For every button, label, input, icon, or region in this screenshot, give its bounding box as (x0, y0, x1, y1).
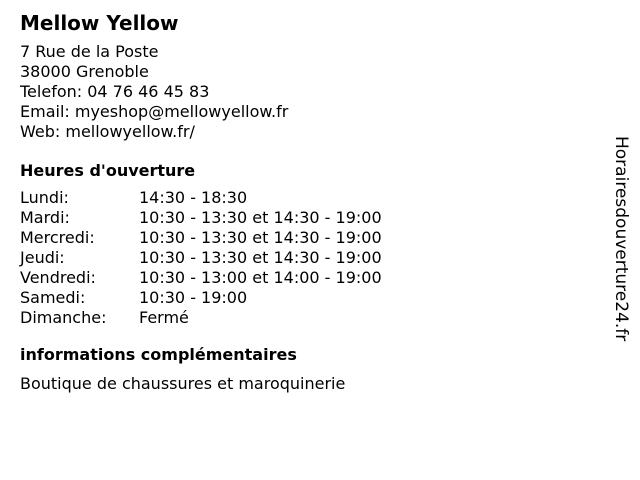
day-label: Jeudi: (20, 248, 65, 267)
phone-line: Telefon: 04 76 46 45 83 (20, 82, 210, 101)
hours-row-friday (20, 268, 580, 288)
vertical-watermark (610, 136, 634, 346)
day-hours: 10:30 - 13:30 et 14:30 - 19:00 (139, 208, 382, 227)
opening-hours-table (20, 188, 580, 328)
hours-row-wednesday (20, 228, 580, 248)
day-hours: 14:30 - 18:30 (139, 188, 248, 207)
hours-row-monday (20, 188, 580, 208)
additional-info-title: informations complémentaires (20, 345, 297, 364)
web-line: Web: mellowyellow.fr/ (20, 122, 195, 141)
hours-row-sunday (20, 308, 580, 328)
day-hours: 10:30 - 13:00 et 14:00 - 19:00 (139, 268, 382, 287)
day-label: Mercredi: (20, 228, 95, 247)
shop-name: Mellow Yellow (20, 11, 179, 35)
hours-row-thursday (20, 248, 580, 268)
day-label: Samedi: (20, 288, 86, 307)
day-label: Dimanche: (20, 308, 107, 327)
watermark-text: Horairesdouverture24.fr (611, 136, 631, 342)
day-label: Vendredi: (20, 268, 96, 287)
day-hours: 10:30 - 13:30 et 14:30 - 19:00 (139, 228, 382, 247)
address-line-1: 7 Rue de la Poste (20, 42, 159, 61)
day-hours: 10:30 - 13:30 et 14:30 - 19:00 (139, 248, 382, 267)
day-hours: Fermé (139, 308, 189, 327)
day-label: Mardi: (20, 208, 70, 227)
address-line-2: 38000 Grenoble (20, 62, 149, 81)
opening-hours-title: Heures d'ouverture (20, 161, 196, 180)
shop-card (20, 10, 580, 394)
additional-info-text: Boutique de chaussures et maroquinerie (20, 374, 346, 393)
hours-row-saturday (20, 288, 580, 308)
day-hours: 10:30 - 19:00 (139, 288, 248, 307)
email-line: Email: myeshop@mellowyellow.fr (20, 102, 289, 121)
day-label: Lundi: (20, 188, 69, 207)
hours-row-tuesday (20, 208, 580, 228)
